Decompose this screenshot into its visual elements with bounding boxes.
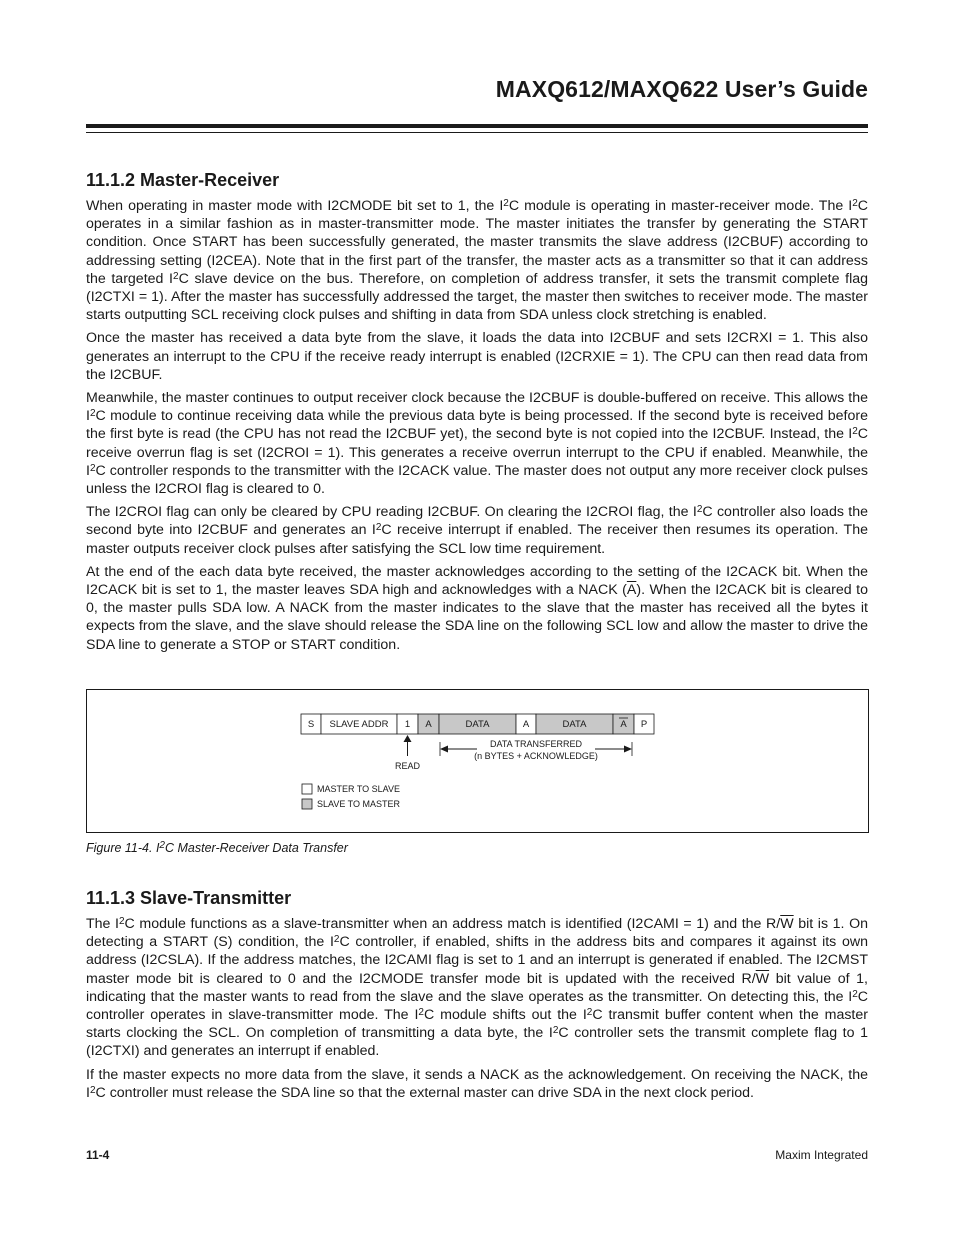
- legend-swatch-slave: [302, 799, 312, 809]
- cell-label: A: [425, 719, 432, 730]
- paragraph: If the master expects no more data from the slave, it sends a NACK as the acknowledgement. On receiving the NACK, the $I^2C$ controller must release the SDA line so that the external master can drive SDA in the next clock period.: [86, 1066, 868, 1101]
- cell-label: DATA: [562, 719, 587, 730]
- cell-label: SLAVE ADDR: [329, 719, 389, 730]
- read-label: READ: [394, 761, 421, 771]
- figure-caption: Figure 11-4. $I^2C$ Master-Receiver Data Transfer: [86, 840, 348, 855]
- legend-label: MASTER TO SLAVE: [317, 784, 401, 794]
- section-slave-transmitter: [86, 888, 868, 1107]
- legend-swatch-master: [302, 784, 312, 794]
- read-pointer: [395, 735, 421, 771]
- paragraph: Meanwhile, the master continues to output receiver clock because the I2CBUF is double-buffered on receive. This allows the $I^2C$ module to continue receiving data while the previous data byte is being processed. If the second byte is received before the first byte is read (the CPU has not read the I2CBUF yet), the second byte is not copied into the I2CBUF. Instead, the $I^2C$ receive overrun flag is set (I2CROI = 1). This generates a receive overrun interrupt to the CPU if enabled. Meanwhile, the $I^2C$ controller responds to the transmitter with the I2CACK value. The master does not output any more receiver clock pulses unless the I2CROI flag is cleared to 0.: [86, 390, 868, 498]
- footer-company: Maxim Integrated: [775, 1148, 868, 1162]
- cell-label: A: [522, 719, 530, 730]
- transfer-label-detail: (n BYTES + ACKNOWLEDGE): [474, 751, 598, 761]
- legend-label: SLAVE TO MASTER: [317, 799, 401, 809]
- header-rule-thin: [86, 132, 868, 133]
- document-title: MAXQ612/MAXQ622 User’s Guide: [495, 76, 868, 102]
- section-master-receiver: [86, 170, 868, 659]
- cell-label-overlined: A: [620, 719, 627, 730]
- legend: [302, 784, 401, 809]
- paragraph: The $I^2C$ module functions as a slave-transmitter when an address match is identified (I2CAMI = 1) and the $R/\overline{W}$ bit is 1. On detecting a START (S) condition, the $I^2C$ controller, if enabled, shifts in the address bits and compares it against its own address (I2CSLA). If the address matches, the I2CAMI flag is set to 1 and an interrupt is generated if enabled. The I2CMST master mode bit is cleared to 0 and the I2CMODE transfer mode bit is updated with the received $R/\overline{W}$ bit value of 1, indicating that the master wants to read from the slave and the slave operates as the transmitter. On detecting this, the $I^2C$ controller operates in slave-transmitter mode. The $I^2C$ module shifts out the $I^2C$ transmit buffer content when the master starts clocking the SCL. On completion of transmitting a data byte, the $I^2C$ controller sets the transmit complete flag to 1 (I2CTXI) and generates an interrupt if enabled.: [86, 916, 869, 1060]
- paragraph: The I2CROI flag can only be cleared by CPU reading I2CBUF. On clearing the I2CROI flag, the $I^2C$ controller also loads the second byte into I2CBUF and generates an $I^2C$ receive interrupt if enabled. The receiver then resumes its operation. The master outputs receiver clock pulses after satisfying the SCL low time requirement.: [86, 504, 869, 557]
- section-heading-slave-transmitter: 11.1.3 Slave-Transmitter: [86, 888, 292, 908]
- paragraph: When operating in master mode with I2CMODE bit set to 1, the $I^2C$ module is operating in master-receiver mode. The $I^2C$ operates in a similar fashion as in master-transmitter mode. The master initiates the transfer by generating the START condition. Once START has been successfully generated, the master transmits the slave address (I2CBUF) according to addressing setting (I2CEA). Note that in the first part of the transfer, the master acts as a transmitter so that it can address the targeted $I^2C$ slave device on the bus. Therefore, on completion of address transfer, it sets the transmit complete flag (I2CTXI = 1). After the master has successfully addressed the target, the master then switches to receiver mode. The master starts outputting SCL receiving clock pulses and shifting in data from SDA unless clock stretching is enabled.: [86, 198, 869, 324]
- transfer-diagram: [87, 690, 868, 832]
- figure-box: [86, 689, 869, 833]
- page-number: 11-4: [86, 1148, 110, 1162]
- paragraph: Once the master has received a data byte from the slave, it loads the data into I2CBUF and sets I2CRXI = 1. This also generates an interrupt to the CPU if the receive ready interrupt is enabled (I2CRXIE = 1). The CPU can then read data from the I2CBUF.: [86, 330, 868, 383]
- header-rule-thick: [86, 124, 868, 128]
- transfer-arrows: [440, 739, 632, 761]
- paragraph: At the end of the each data byte received, the master acknowledges according to the setting of the I2CACK bit. When the I2CACK bit is set to 1, the master leaves SDA high and acknowledges with a NACK $(\overline{A})$. When the I2CACK bit is cleared to 0, the master pulls SDA low. A NACK from the master indicates to the slave that the master has received all the bytes it expects from the slave, and the slave should release the SDA line on the following SCL low and allow the master to drive the SDA line to generate a STOP or START condition.: [86, 563, 868, 653]
- cell-label: DATA: [465, 719, 490, 730]
- cell-label: S: [307, 719, 315, 730]
- section-heading-master-receiver: 11.1.2 Master-Receiver: [86, 170, 280, 190]
- cell-label: P: [640, 719, 648, 730]
- cell-label: 1: [404, 719, 411, 730]
- transfer-label: DATA TRANSFERRED: [489, 739, 583, 749]
